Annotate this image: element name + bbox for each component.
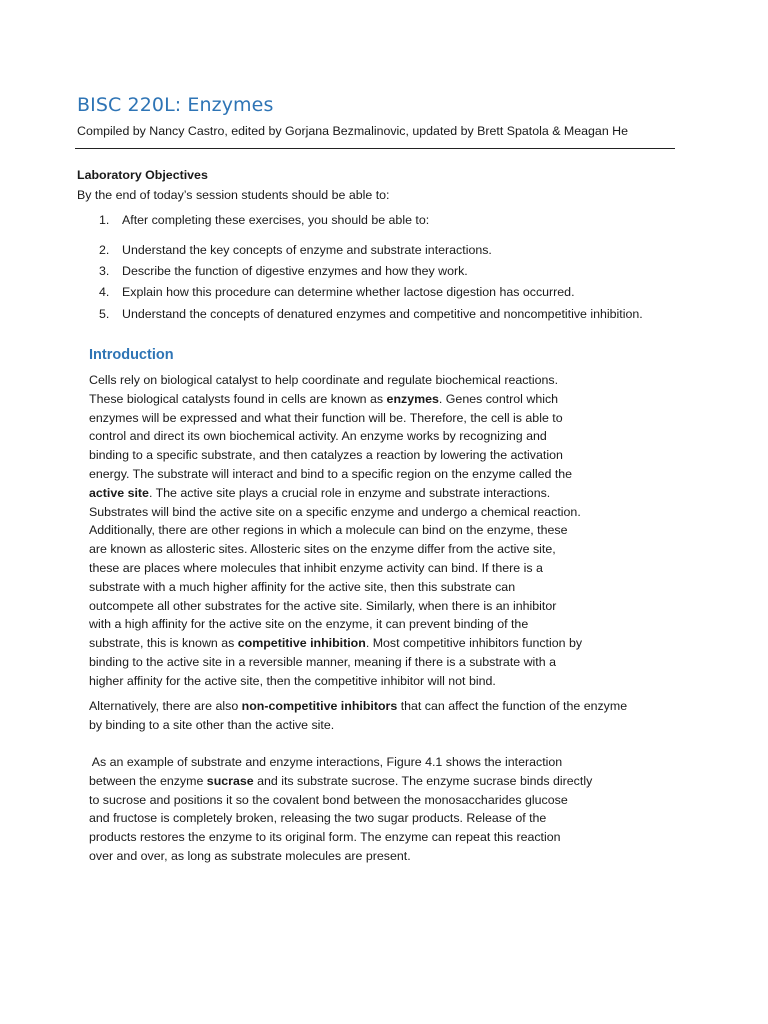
objective-text: Describe the function of digestive enzymes and how they work. (122, 264, 468, 278)
text-run: Alternatively, there are also (89, 699, 242, 713)
paragraph-line (89, 484, 582, 503)
paragraph-line: substrate with a much higher affinity for the active site, then this substrate can (89, 579, 516, 594)
objective-number: 5. (99, 307, 110, 321)
paragraph-line: are known as allosteric sites. Allosteric sites on the enzyme differ from the active site, (89, 542, 556, 557)
objective-number: 1. (99, 213, 110, 227)
objectives-intro: By the end of today’s session students should be able to: (77, 188, 390, 202)
paragraph-line: over and over, as long as substrate molecules are present. (89, 848, 411, 863)
introduction-paragraph-3 (89, 753, 592, 866)
document-title: BISC 220L: Enzymes (77, 94, 274, 116)
text-run: substrate, this is known as (89, 636, 238, 651)
paragraph-line (89, 390, 582, 409)
paragraph-line: products restores the enzyme to its original form. The enzyme can repeat this reaction (89, 830, 561, 845)
text-run: between the enzyme (89, 773, 207, 788)
paragraph-line: control and direct its own biochemical activity. An enzyme works by recognizing and (89, 429, 547, 444)
objective-number: 3. (99, 264, 110, 278)
paragraph-line: binding to the active site in a reversible manner, meaning if there is a substrate with a (89, 654, 556, 669)
introduction-heading: Introduction (89, 347, 174, 363)
paragraph-line: energy. The substrate will interact and bind to a specific region on the enzyme called the (89, 466, 573, 481)
bold-term-non-competitive-inhibitors: non-competitive inhibitors (241, 699, 398, 713)
text-run: . Most competitive inhibitors function by (365, 636, 583, 651)
paragraph-line: Additionally, there are other regions in which a molecule can bind on the enzyme, these (89, 523, 568, 538)
text-run: . The active site plays a crucial role in enzyme and substrate interactions. (148, 485, 551, 500)
document-byline: Compiled by Nancy Castro, edited by Gorjana Bezmalinovic, updated by Brett Spatola & Meagan He (77, 124, 628, 138)
paragraph-line: Substrates will bind the active site on a specific enzyme and undergo a chemical reaction. (89, 504, 581, 519)
introduction-paragraph-1 (89, 371, 582, 691)
bold-term-sucrase: sucrase (206, 773, 254, 788)
paragraph-line (89, 772, 592, 791)
paragraph-line: higher affinity for the active site, then the competitive inhibitor will not bind. (89, 673, 496, 688)
objective-text: Understand the key concepts of enzyme and substrate interactions. (122, 243, 492, 257)
paragraph-line: binding to a specific substrate, and then catalyzes a reaction by lowering the activation (89, 448, 563, 463)
objective-text: Understand the concepts of denatured enzymes and competitive and noncompetitive inhibition. (122, 307, 643, 321)
objective-text: Explain how this procedure can determine whether lactose digestion has occurred. (122, 285, 575, 299)
paragraph-line: enzymes will be expressed and what their function will be. Therefore, the cell is able to (89, 410, 563, 425)
paragraph-line: to sucrose and positions it so the covalent bond between the monosaccharides glucose (89, 792, 568, 807)
paragraph-line: As an example of substrate and enzyme interactions, Figure 4.1 shows the interaction (89, 755, 563, 769)
introduction-paragraph-2 (89, 697, 627, 735)
bold-term-enzymes: enzymes (386, 391, 439, 406)
header-divider (75, 148, 675, 149)
paragraph-line: with a high affinity for the active site on the enzyme, it can prevent binding of the (89, 617, 529, 632)
objective-number: 4. (99, 285, 110, 299)
paragraph-line: outcompete all other substrates for the active site. Similarly, when there is an inhibitor (89, 598, 557, 613)
paragraph-line: and fructose is completely broken, releasing the two sugar products. Release of the (89, 811, 547, 826)
paragraph-line: Cells rely on biological catalyst to help coordinate and regulate biochemical reactions. (89, 373, 559, 387)
objective-number: 2. (99, 243, 110, 257)
objectives-heading: Laboratory Objectives (77, 168, 208, 182)
paragraph-line (89, 697, 627, 716)
paragraph-line: these are places where molecules that inhibit enzyme activity can bind. If there is a (89, 560, 543, 575)
objective-text: After completing these exercises, you should be able to: (122, 213, 430, 227)
bold-term-competitive-inhibition: competitive inhibition (237, 636, 366, 651)
paragraph-line (89, 634, 582, 653)
text-run: and its substrate sucrose. The enzyme sucrase binds directly (253, 773, 593, 788)
text-run: These biological catalysts found in cells are known as (89, 391, 387, 406)
text-run: that can affect the function of the enzyme (397, 699, 628, 713)
paragraph-line: by binding to a site other than the active site. (89, 717, 335, 732)
text-run: . Genes control which (438, 391, 559, 406)
bold-term-active-site: active site (89, 485, 149, 500)
